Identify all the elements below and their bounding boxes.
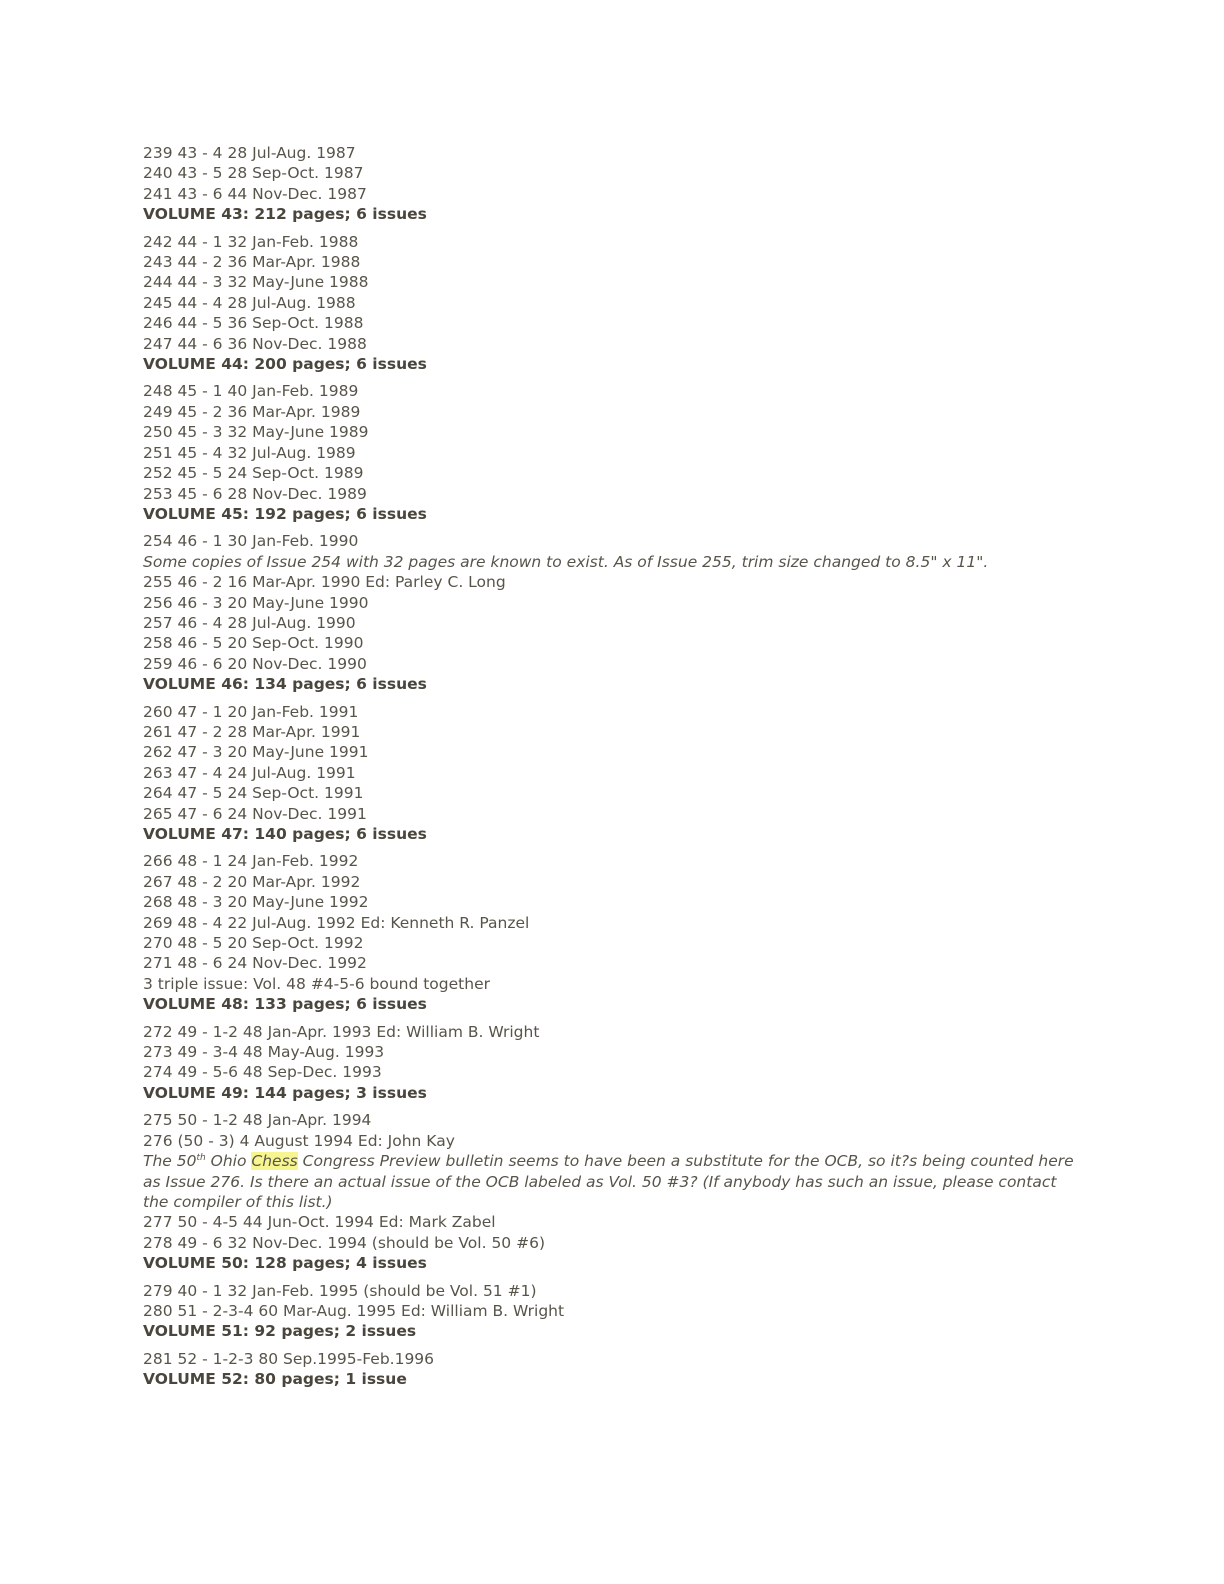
volume-summary: VOLUME 50: 128 pages; 4 issues <box>143 1254 427 1273</box>
issue-row: 253 45 - 6 28 Nov-Dec. 1989 <box>143 484 367 503</box>
volume-summary: VOLUME 46: 134 pages; 6 issues <box>143 675 427 694</box>
issue-row: 240 43 - 5 28 Sep-Oct. 1987 <box>143 164 364 183</box>
issue-row: 247 44 - 6 36 Nov-Dec. 1988 <box>143 334 367 353</box>
issue-row: 251 45 - 4 32 Jul-Aug. 1989 <box>143 443 356 462</box>
issue-row: 263 47 - 4 24 Jul-Aug. 1991 <box>143 763 356 782</box>
issue-row: 246 44 - 5 36 Sep-Oct. 1988 <box>143 314 364 333</box>
issue-row: 3 triple issue: Vol. 48 #4-5-6 bound together <box>143 974 490 993</box>
issue-row: 264 47 - 5 24 Sep-Oct. 1991 <box>143 784 364 803</box>
issue-row: 258 46 - 5 20 Sep-Oct. 1990 <box>143 634 364 653</box>
issue-row: 254 46 - 1 30 Jan-Feb. 1990 <box>143 532 359 551</box>
ordinal-suffix: th <box>196 1152 206 1163</box>
volume-summary: VOLUME 48: 133 pages; 6 issues <box>143 995 427 1014</box>
highlighted-word: Chess <box>251 1152 298 1171</box>
issue-row: 271 48 - 6 24 Nov-Dec. 1992 <box>143 954 367 973</box>
issue-row: 239 43 - 4 28 Jul-Aug. 1987 <box>143 144 356 162</box>
volume-summary: VOLUME 43: 212 pages; 6 issues <box>143 205 427 224</box>
issue-row: 281 52 - 1-2-3 80 Sep.1995-Feb.1996 <box>143 1349 435 1368</box>
issue-row: 267 48 - 2 20 Mar-Apr. 1992 <box>143 872 361 891</box>
issue-row: 259 46 - 6 20 Nov-Dec. 1990 <box>143 654 367 673</box>
issue-row: 280 51 - 2-3-4 60 Mar-Aug. 1995 Ed: William B. Wright <box>143 1301 565 1320</box>
issue-row: 260 47 - 1 20 Jan-Feb. 1991 <box>143 702 359 721</box>
issue-note <box>143 1151 1083 1212</box>
issue-row: 241 43 - 6 44 Nov-Dec. 1987 <box>143 184 367 203</box>
issue-row: 268 48 - 3 20 May-June 1992 <box>143 893 369 912</box>
issue-row: 250 45 - 3 32 May-June 1989 <box>143 423 369 442</box>
issue-row: 249 45 - 2 36 Mar-Apr. 1989 <box>143 402 361 421</box>
issue-row: 255 46 - 2 16 Mar-Apr. 1990 Ed: Parley C. Long <box>143 573 506 592</box>
issue-note: Some copies of Issue 254 with 32 pages are known to exist. As of Issue 255, trim size changed to 8.5" x 11". <box>143 552 989 571</box>
issue-row: 266 48 - 1 24 Jan-Feb. 1992 <box>143 852 359 871</box>
volume-summary: VOLUME 44: 200 pages; 6 issues <box>143 355 427 374</box>
issue-row: 262 47 - 3 20 May-June 1991 <box>143 743 369 762</box>
volume-summary: VOLUME 45: 192 pages; 6 issues <box>143 504 427 523</box>
issue-row: 265 47 - 6 24 Nov-Dec. 1991 <box>143 804 367 823</box>
issue-row: 276 (50 - 3) 4 August 1994 Ed: John Kay <box>143 1131 455 1150</box>
volume-summary: VOLUME 47: 140 pages; 6 issues <box>143 825 427 843</box>
note-text: The 50 <box>143 1152 197 1171</box>
issue-row: 256 46 - 3 20 May-June 1990 <box>143 593 369 612</box>
note-text: Congress Preview bulletin seems to have been a substitute for the OCB, so it?s being counted here as Issue 276. Is there an actual issue of the OCB labeled as Vol. 50 #3? (If anybody has such an issue, please contact the compiler of this list.) <box>143 1152 1074 1211</box>
issue-list-document <box>143 143 1083 1397</box>
issue-row: 244 44 - 3 32 May-June 1988 <box>143 273 369 292</box>
issue-row: 274 49 - 5-6 48 Sep-Dec. 1993 <box>143 1063 382 1082</box>
issue-row: 252 45 - 5 24 Sep-Oct. 1989 <box>143 464 364 483</box>
issue-row: 257 46 - 4 28 Jul-Aug. 1990 <box>143 613 356 632</box>
issue-row: 270 48 - 5 20 Sep-Oct. 1992 <box>143 934 364 953</box>
issue-row: 278 49 - 6 32 Nov-Dec. 1994 (should be Vol. 50 #6) <box>143 1233 545 1252</box>
issue-row: 242 44 - 1 32 Jan-Feb. 1988 <box>143 232 359 251</box>
issue-row: 275 50 - 1-2 48 Jan-Apr. 1994 <box>143 1111 372 1130</box>
issue-row: 279 40 - 1 32 Jan-Feb. 1995 (should be Vol. 51 #1) <box>143 1281 537 1300</box>
issue-row: 261 47 - 2 28 Mar-Apr. 1991 <box>143 722 361 741</box>
issue-row: 245 44 - 4 28 Jul-Aug. 1988 <box>143 293 356 312</box>
issue-row: 277 50 - 4-5 44 Jun-Oct. 1994 Ed: Mark Zabel <box>143 1213 496 1232</box>
note-text: Ohio <box>205 1152 252 1171</box>
issue-row: 269 48 - 4 22 Jul-Aug. 1992 Ed: Kenneth R. Panzel <box>143 913 530 932</box>
issue-row: 243 44 - 2 36 Mar-Apr. 1988 <box>143 253 361 272</box>
issue-row: 273 49 - 3-4 48 May-Aug. 1993 <box>143 1043 385 1062</box>
issue-row: 248 45 - 1 40 Jan-Feb. 1989 <box>143 382 359 401</box>
volume-summary: VOLUME 49: 144 pages; 3 issues <box>143 1083 427 1102</box>
volume-summary: VOLUME 51: 92 pages; 2 issues <box>143 1322 417 1341</box>
volume-summary: VOLUME 52: 80 pages; 1 issue <box>143 1370 407 1389</box>
issue-row: 272 49 - 1-2 48 Jan-Apr. 1993 Ed: William B. Wright <box>143 1022 540 1041</box>
